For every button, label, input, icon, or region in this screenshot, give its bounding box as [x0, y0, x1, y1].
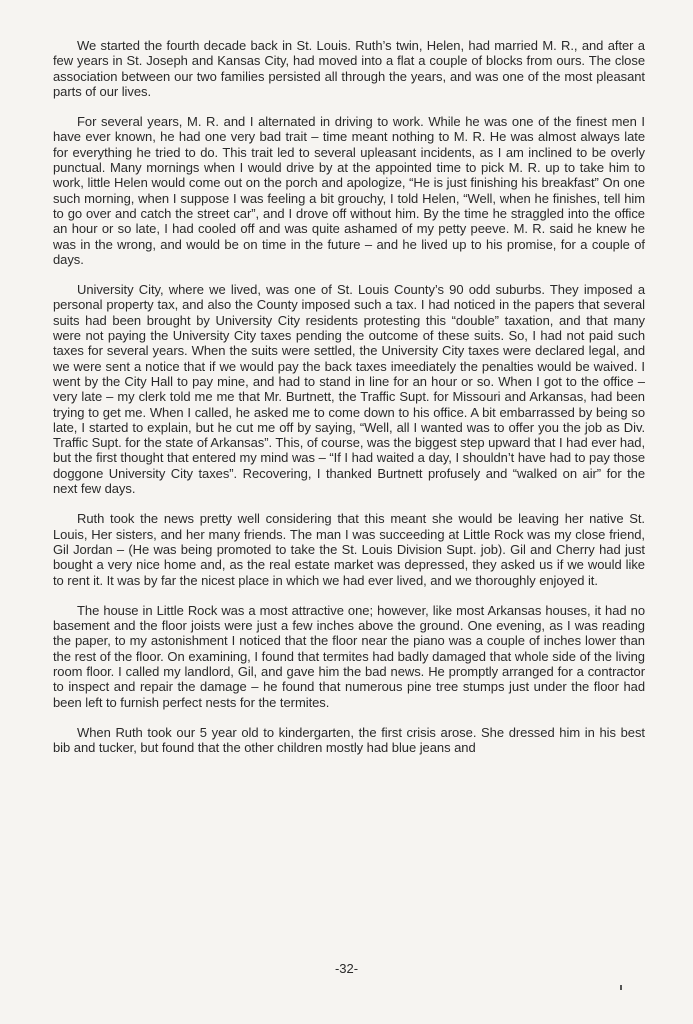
paragraph-termites: The house in Little Rock was a most attractive one; however, like most Arkansas houses, it had no basement and the floor joists were just a few inches above the ground. One evening, as I was reading the paper, to my astonishment I noticed that the floor near the piano was a couple of inches lower than the rest of the floor. On examining, I found that termites had badly damaged that whole side of the living room floor. I called my landlord, Gil, and gave him the bad news. He promptly arranged for a contractor to inspect and repair the damage – he found that numerous pine tree stumps just under the floor had been left to furnish perfect nests for the termites. [53, 602, 645, 710]
paragraph-st-louis-fourth-decade: We started the fourth decade back in St. Louis. Ruth’s twin, Helen, had married M. R., and after a few years in St. Joseph and Kansas City, had moved into a flat a couple of blocks from ours. The close association between our two families persisted all through the years, and was one of the most pleasant parts of our lives. [53, 38, 645, 99]
paragraph-move-little-rock: Ruth took the news pretty well considering that this meant she would be leaving her native St. Louis, Her sisters, and her many friends. The man I was succeeding at Little Rock was my close friend, Gil Jordan – (He was being promoted to take the St. Louis Division Supt. job). Gil and Cherry had just bought a very nice home and, as the real estate market was depressed, they asked us if we would like to rent it. It was by far the nicest place in which we had ever lived, and we thoroughly enjoyed it. [53, 511, 645, 588]
page-number: -32- [334, 961, 359, 976]
paragraph-mr-driving: For several years, M. R. and I alternated in driving to work. While he was one of the finest men I have ever known, he had one very bad trait – time meant nothing to M. R. He was almost always late for everything he tried to do. This trait led to several upleasant incidents, as I am inclined to be overly punctual. Many mornings when I would drive by at the appointed time to pick M. R. up to take him to work, little Helen would come out on the porch and apologize, “He is just finishing his breakfast” On one such morning, when I suppose I was feeling a bit grouchy, I told Helen, “Well, when he finishes, tell him to go over and catch the street car”, and I drove off without him. By the time he straggled into the office an hour or so late, I had cooled off and was quite ashamed of my petty peeve. M. R. said he knew he was in the wrong, and would be on time in the future – and he lived up to his promise, for a couple of days. [53, 114, 645, 267]
paragraph-kindergarten: When Ruth took our 5 year old to kindergarten, the first crisis arose. She dressed him in his best bib and tucker, but found that the other children mostly had blue jeans and [53, 724, 645, 756]
paragraph-university-city-taxes: University City, where we lived, was one of St. Louis County’s 90 odd suburbs. They imposed a personal property tax, and also the County imposed such a tax. I had noticed in the papers that several suits had been brought by University City residents protesting this “double” taxation, and that many were not paying the University City taxes pending the outcome of these suits. So, I had not paid such taxes for several years. When the suits were settled, the University City taxes were declared legal, and we were sent a notice that if we would pay the back taxes imeediately the penalties would be waived. I went by the City Hall to pay mine, and had to stand in line for an hour or so. When I got to the office – very late – my clerk told me me that Mr. Burtnett, the Traffic Supt. for Missouri and Arkansas, had been trying to get me. When I called, he asked me to come down to his office. A bit embarrassed by being so late, I started to explain, but he cut me off by saying, “Well, all I wanted was to offer you the job as Div. Traffic Supt. for the state of Arkansas”. This, of course, was the biggest step upward that I had ever had, but the first thought that entered my mind was – “If I had waited a day, I shouldn’t have had to pay those doggone University City taxes”. Recovering, I thanked Burtnett profusely and “walked on air” for the next few days. [53, 282, 646, 497]
body-text [53, 38, 645, 770]
scan-speck [620, 985, 622, 990]
